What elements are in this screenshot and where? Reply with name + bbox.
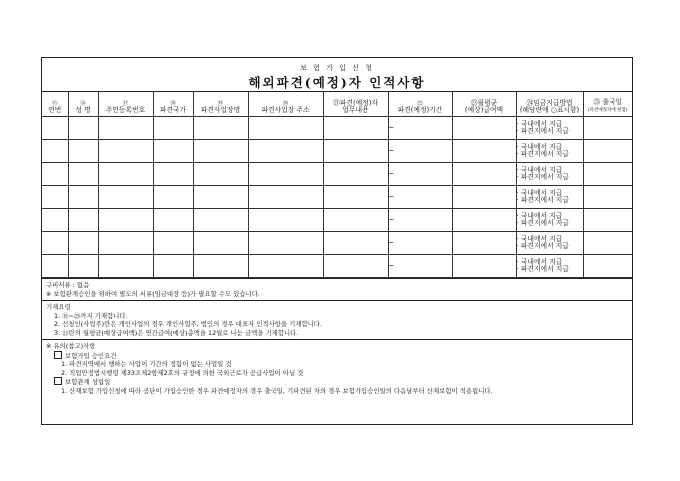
form-subtitle: 보 험 가 입 신 청 (300, 64, 374, 72)
notes-section (42, 339, 632, 397)
col-header-workplace-address: ⑳ 파견사업장 주소 (248, 92, 323, 117)
table-row (42, 255, 632, 278)
instruction-item: 3. ㉓란의 월평균(예상급여액)은 연간급여(예상)총액을 12월로 나눈 금액을 기재합니다. (54, 328, 299, 337)
cell-duties[interactable] (323, 117, 388, 140)
cell-workplace-name[interactable] (193, 186, 248, 209)
cell-country[interactable] (153, 232, 193, 255)
cell-name[interactable] (68, 209, 98, 232)
cell-workplace-name[interactable] (193, 163, 248, 186)
cell-period[interactable]: ~ (388, 209, 452, 232)
cell-workplace-address[interactable] (248, 163, 323, 186)
col-header-duties: ㉑파견(예정)자 업무내용 (323, 92, 388, 117)
cell-country[interactable] (153, 209, 193, 232)
col-header-country: ⑱ 파견국가 (153, 92, 193, 117)
col-header-serial: ⑮ 연번 (42, 92, 68, 117)
cell-serial[interactable] (42, 140, 68, 163)
cell-resident-number[interactable] (98, 117, 153, 140)
notes-heading: ※ 유의(참고)사항 (46, 342, 96, 350)
cell-payment-method[interactable]: · 국내에서 지급 · 파견지에서 지급 (516, 232, 583, 255)
attachments-note: ※ 보험관계승인을 위하여 별도의 서류(임금대장 등)가 필요할 수도 있습니다. (46, 289, 260, 298)
cell-monthly-wage[interactable] (452, 140, 516, 163)
cell-departure-date[interactable] (583, 163, 632, 186)
cell-country[interactable] (153, 163, 193, 186)
cell-resident-number[interactable] (98, 255, 153, 278)
cell-departure-date[interactable] (583, 232, 632, 255)
cell-duties[interactable] (323, 163, 388, 186)
cell-duties[interactable] (323, 255, 388, 278)
attachments-required: 구비서류 : 없음 (46, 281, 90, 289)
cell-workplace-name[interactable] (193, 209, 248, 232)
cell-serial[interactable] (42, 117, 68, 140)
cell-name[interactable] (68, 117, 98, 140)
cell-payment-method[interactable]: · 국내에서 지급 · 파견지에서 지급 (516, 117, 583, 140)
cell-payment-method[interactable]: · 국내에서 지급 · 파견지에서 지급 (516, 255, 583, 278)
cell-resident-number[interactable] (98, 209, 153, 232)
insurance-application-form (41, 57, 633, 425)
note-item: 2. 직업안정법시행령 제33조제2항제2호의 규정에 의한 국외근로자 공급사업이 아닐 것 (61, 368, 304, 377)
cell-workplace-address[interactable] (248, 209, 323, 232)
cell-monthly-wage[interactable] (452, 117, 516, 140)
col-header-resident-number: ⑰ 주민등록번호 (98, 92, 153, 117)
form-header (42, 58, 632, 92)
notes-subheading: 보험관계 성립일 (46, 377, 628, 387)
instruction-item: 2. 신청인(사업주)란은 개인사업의 경우 개인사업주, 법인의 경우 대표자 인적사항을 기재합니다. (54, 320, 323, 328)
cell-duties[interactable] (323, 209, 388, 232)
cell-serial[interactable] (42, 209, 68, 232)
instruction-item: 1. ⑮~㉕까지 기재합니다. (54, 311, 128, 320)
cell-resident-number[interactable] (98, 163, 153, 186)
cell-payment-method[interactable]: · 국내에서 지급 · 파견지에서 지급 (516, 163, 583, 186)
table-row (42, 163, 632, 186)
cell-payment-method[interactable]: · 국내에서 지급 · 파견지에서 지급 (516, 186, 583, 209)
checkbox-icon (54, 377, 62, 385)
note-item: 1. 산재보험 가입신청에 따라 공단이 가입승인한 경우 파견예정자의 경우 출국일, 기파견된 자의 경우 보험가입승인일의 다음날부터 산재보험이 적용됩니다. (61, 386, 493, 395)
cell-country[interactable] (153, 117, 193, 140)
checkbox-icon (54, 351, 62, 359)
cell-period[interactable]: ~ (388, 255, 452, 278)
cell-workplace-address[interactable] (248, 186, 323, 209)
cell-resident-number[interactable] (98, 232, 153, 255)
col-header-workplace-name: ⑲ 파견사업장명 (193, 92, 248, 117)
cell-monthly-wage[interactable] (452, 186, 516, 209)
cell-workplace-name[interactable] (193, 117, 248, 140)
col-header-departure-date: ㉕ 출국일 (파견예정자에 한함) (583, 92, 632, 117)
col-header-period: ㉒ 파견(예정)기간 (388, 92, 452, 117)
form-title: 해외파견(예정)자 인적사항 (248, 75, 426, 90)
attachments-section (42, 278, 632, 300)
cell-payment-method[interactable]: · 국내에서 지급 · 파견지에서 지급 (516, 209, 583, 232)
cell-workplace-address[interactable] (248, 117, 323, 140)
cell-period[interactable]: ~ (388, 186, 452, 209)
table-row (42, 209, 632, 232)
col-header-name: ⑯ 성 명 (68, 92, 98, 117)
table-row (42, 186, 632, 209)
cell-workplace-address[interactable] (248, 232, 323, 255)
cell-workplace-address[interactable] (248, 255, 323, 278)
cell-period[interactable]: ~ (388, 232, 452, 255)
cell-period[interactable]: ~ (388, 140, 452, 163)
cell-country[interactable] (153, 255, 193, 278)
cell-serial[interactable] (42, 186, 68, 209)
cell-payment-method[interactable]: · 국내에서 지급 · 파견지에서 지급 (516, 140, 583, 163)
table-row (42, 140, 632, 163)
table-header-row (42, 92, 632, 117)
cell-name[interactable] (68, 140, 98, 163)
cell-serial[interactable] (42, 163, 68, 186)
cell-monthly-wage[interactable] (452, 209, 516, 232)
cell-country[interactable] (153, 186, 193, 209)
cell-duties[interactable] (323, 140, 388, 163)
dispatch-personnel-table (42, 92, 632, 278)
note-item: 1. 파견지역에서 행하는 사업이 기간의 정함이 없는 사업일 것 (61, 360, 232, 368)
cell-resident-number[interactable] (98, 186, 153, 209)
cell-serial[interactable] (42, 255, 68, 278)
cell-monthly-wage[interactable] (452, 255, 516, 278)
instructions-heading: 기재요령 (46, 303, 71, 311)
cell-workplace-name[interactable] (193, 232, 248, 255)
cell-duties[interactable] (323, 232, 388, 255)
instructions-section (42, 300, 632, 339)
cell-workplace-address[interactable] (248, 140, 323, 163)
notes-subheading: 보험가입 승인요건 (46, 351, 628, 361)
cell-workplace-name[interactable] (193, 255, 248, 278)
cell-departure-date[interactable] (583, 186, 632, 209)
cell-resident-number[interactable] (98, 140, 153, 163)
cell-monthly-wage[interactable] (452, 163, 516, 186)
cell-monthly-wage[interactable] (452, 232, 516, 255)
cell-duties[interactable] (323, 186, 388, 209)
cell-country[interactable] (153, 140, 193, 163)
cell-departure-date[interactable] (583, 140, 632, 163)
cell-departure-date[interactable] (583, 209, 632, 232)
cell-serial[interactable] (42, 232, 68, 255)
cell-departure-date[interactable] (583, 255, 632, 278)
cell-name[interactable] (68, 186, 98, 209)
cell-workplace-name[interactable] (193, 140, 248, 163)
col-header-monthly-wage: ㉓월평균 (예상)급여액 (452, 92, 516, 117)
cell-departure-date[interactable] (583, 117, 632, 140)
cell-name[interactable] (68, 163, 98, 186)
cell-name[interactable] (68, 232, 98, 255)
cell-period[interactable]: ~ (388, 163, 452, 186)
col-header-payment-method: ㉔임금지급방법 (해당란에 ○표시함) (516, 92, 583, 117)
cell-period[interactable]: ~ (388, 117, 452, 140)
cell-name[interactable] (68, 255, 98, 278)
table-row (42, 232, 632, 255)
table-row (42, 117, 632, 140)
